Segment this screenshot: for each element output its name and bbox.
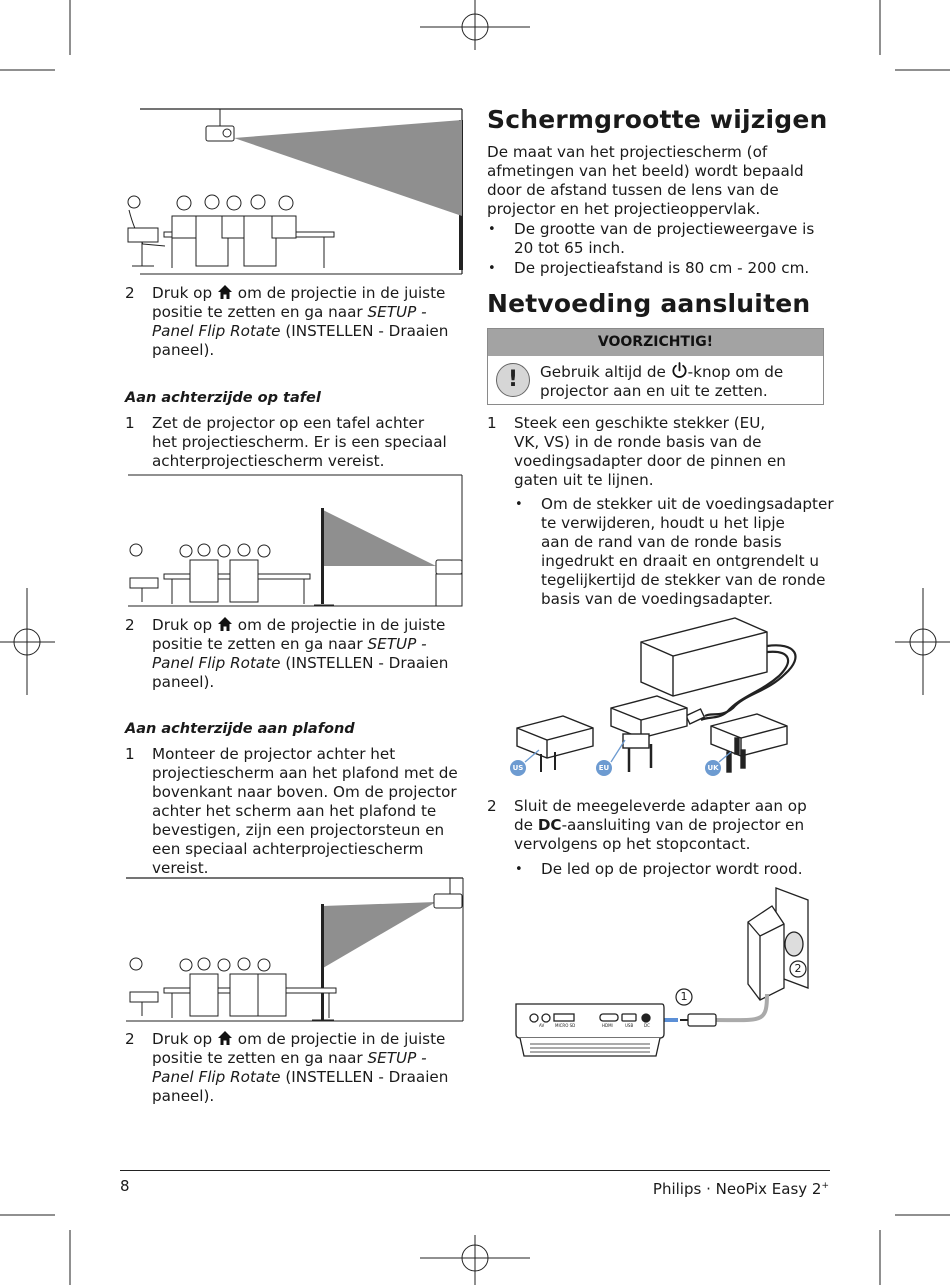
paragraph-line: De maat van het projectiescherm (of [487, 143, 768, 161]
bullet-marker: • [488, 222, 496, 237]
step-line: Sluit de meegeleverde adapter aan op [514, 797, 807, 815]
bullet-marker: • [515, 497, 523, 512]
callout-1: 1 [680, 990, 688, 1003]
menu-path: SETUP - [367, 635, 427, 653]
ceiling-rear-projection-illustration [124, 876, 466, 1024]
step-text-part: om de projectie in de juiste [232, 1030, 446, 1048]
page-number: 8 [120, 1177, 130, 1195]
step-line: bovenkant naar boven. Om de projector [152, 783, 457, 801]
bullet-text [541, 495, 836, 609]
step-text-part: positie te zetten en ga naar [152, 303, 368, 321]
caution-text-part: projector aan en uit te zetten. [540, 382, 768, 400]
footer-rule [120, 1170, 830, 1171]
dc-port-label: DC [537, 816, 562, 834]
step-line: Steek een geschikte stekker (EU, [514, 414, 766, 432]
power-icon [671, 362, 688, 379]
bullet-text [514, 220, 834, 258]
paragraph-line: door de afstand tussen de lens van de [487, 181, 779, 199]
caution-box [487, 328, 824, 405]
section-heading-screen-size: Schermgrootte wijzigen [487, 105, 828, 134]
step-text-part: paneel). [152, 673, 215, 691]
step-line: gaten uit te lijnen. [514, 471, 654, 489]
step-line: Monteer de projector achter het [152, 745, 396, 763]
port-label-usb: USB [625, 1023, 634, 1028]
port-label-av: AV [539, 1023, 545, 1028]
step-text-part: (INSTELLEN - Draaien [280, 1068, 449, 1086]
paragraph-line: projector en het projectieoppervlak. [487, 200, 761, 218]
bullet-line: De grootte van de projectieweergave is [514, 220, 815, 238]
section-subheading: Aan achterzijde op tafel [125, 390, 321, 406]
home-icon [217, 616, 233, 632]
bullet-line: Om de stekker uit de voedingsadapter [541, 495, 834, 513]
step-number: 2 [125, 284, 135, 302]
port-label-dc: DC [644, 1023, 650, 1028]
paragraph-line: afmetingen van het beeld) wordt bepaald [487, 162, 804, 180]
step-text-part: Druk op [152, 284, 217, 302]
step-text [152, 414, 452, 471]
step-number: 2 [125, 616, 135, 634]
bullet-text: De projectieafstand is 80 cm - 200 cm. [514, 259, 810, 277]
ceiling-front-projection-illustration [124, 106, 464, 278]
step-number: 2 [487, 797, 497, 815]
step-text-part: om de projectie in de juiste [232, 284, 446, 302]
step-text [514, 797, 824, 854]
bullet-line: 20 tot 65 inch. [514, 239, 625, 257]
step-line: achter het scherm aan het plafond te [152, 802, 437, 820]
plug-badge-eu: EU [598, 764, 610, 772]
product-sup: + [821, 1181, 829, 1191]
step-text [152, 1030, 452, 1106]
menu-path: Panel Flip Rotate [152, 322, 281, 340]
step-text [152, 284, 452, 360]
step-text-part: positie te zetten en ga naar [152, 635, 368, 653]
footer-product [653, 1177, 829, 1199]
bullet-line: aan de rand van de ronde basis [541, 533, 782, 551]
step-line: bevestigen, zijn een projectorsteun en [152, 821, 445, 839]
step-line: het projectiescherm. Er is een speciaal [152, 433, 447, 451]
step-number: 1 [125, 745, 135, 763]
step-text-part: Druk op [152, 616, 217, 634]
bullet-marker: • [515, 862, 523, 877]
power-adapter-plugs-illustration [505, 612, 810, 780]
section-subheading: Aan achterzijde aan plafond [125, 721, 355, 737]
step-line: projectiescherm aan het plafond met de [152, 764, 458, 782]
step-line: vervolgens op het stopcontact. [514, 835, 751, 853]
step-text [152, 745, 462, 878]
step-line: achterprojectiescherm vereist. [152, 452, 385, 470]
step-number: 2 [125, 1030, 135, 1048]
port-label-micro-sd: MICRO SD [555, 1023, 576, 1028]
bullet-line: ingedrukt en draait en ontgrendelt u [541, 552, 820, 570]
table-rear-projection-illustration [124, 474, 464, 608]
callout-2: 2 [794, 962, 802, 975]
step-text-part: om de projectie in de juiste [232, 616, 446, 634]
product-name: Philips · NeoPix Easy 2 [652, 1180, 822, 1198]
step-text [514, 414, 824, 490]
exclamation-icon: ! [496, 363, 530, 397]
step-line: een speciaal achterprojectiescherm [152, 840, 424, 858]
step-number: 1 [125, 414, 135, 432]
step-line: -aansluiting van de projector en [561, 816, 805, 834]
step-text-part: (INSTELLEN - Draaien [280, 322, 449, 340]
step-text-part: (INSTELLEN - Draaien [280, 654, 449, 672]
bullet-text: De led op de projector wordt rood. [541, 860, 803, 878]
step-text-part: positie te zetten en ga naar [152, 1049, 368, 1067]
bullet-line: basis van de voedingsadapter. [541, 590, 773, 608]
step-line: Zet de projector op een tafel achter [152, 414, 425, 432]
bullet-marker: • [488, 261, 496, 276]
menu-path: SETUP - [367, 303, 427, 321]
step-number: 1 [487, 414, 497, 432]
projector-dc-connection-illustration [512, 884, 812, 1064]
step-line: VK, VS) in de ronde basis van de [514, 433, 762, 451]
caution-title: VOORZICHTIG! [488, 329, 823, 356]
home-icon [217, 284, 233, 300]
step-text-part: Druk op [152, 1030, 217, 1048]
step-text-part: paneel). [152, 341, 215, 359]
port-label-hdmi: HDMI [602, 1023, 613, 1028]
caution-text-part: Gebruik altijd de [540, 363, 671, 381]
caution-text [540, 362, 820, 401]
step-text-part: paneel). [152, 1087, 215, 1105]
section-heading-power: Netvoeding aansluiten [487, 289, 811, 318]
step-line: voedingsadapter door de pinnen en [514, 452, 786, 470]
bullet-line: te verwijderen, houdt u het lipje [541, 514, 785, 532]
step-line: de [514, 816, 538, 834]
caution-text-part: -knop om de [687, 363, 784, 381]
screen-intro-paragraph [487, 143, 827, 219]
home-icon [217, 1030, 233, 1046]
plug-badge-us: US [512, 764, 524, 772]
plug-badge-uk: UK [707, 764, 719, 772]
step-line: vereist. [152, 859, 209, 877]
menu-path: Panel Flip Rotate [152, 1068, 281, 1086]
bullet-line: tegelijkertijd de stekker van de ronde [541, 571, 826, 589]
menu-path: SETUP - [367, 1049, 427, 1067]
step-text [152, 616, 452, 692]
menu-path: Panel Flip Rotate [152, 654, 281, 672]
